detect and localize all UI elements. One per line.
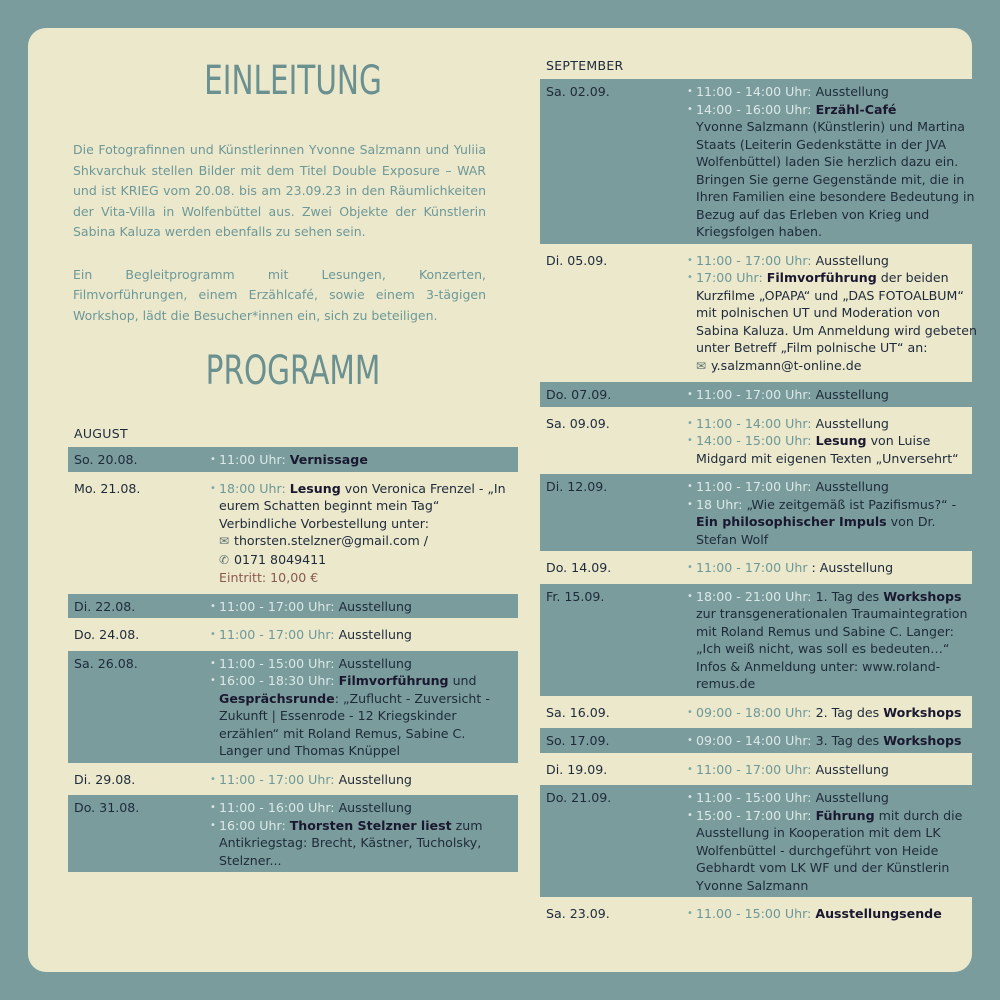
schedule-row [68, 651, 518, 763]
event-date: Sa. 26.08. [74, 655, 138, 671]
event-text: und [452, 673, 477, 688]
schedule-row [68, 476, 518, 590]
event-date: Do. 21.09. [546, 790, 612, 805]
schedule-row [540, 700, 990, 725]
right-column [540, 58, 990, 930]
event-title: Lesung [289, 480, 341, 496]
event-text: zur transgenerationalen Traumaintegration mit Roland Remus und Sabine C. Langer: „Ich weiß nicht, was soll es bedeuten…“ Infos & Anmeldung unter: www.roland-remus.de [696, 606, 968, 691]
month-label-september: SEPTEMBER [546, 58, 624, 73]
event-time: 11:00 - 17:00 Uhr: [219, 598, 335, 614]
event-title: Filmvorführung [766, 270, 877, 285]
envelope-icon: ✉ [696, 358, 707, 373]
left-column [68, 58, 518, 876]
event-text: Yvonne Salzmann (Künstlerin) und Martina Staats (Leiterin Gedenkstätte in der JVA Wolfenbüttel) laden Sie herzlich dazu ein. Bringen Sie gerne Gegenstände mit, die in Ihren Familien eine besondere Bedeutung in Bezug auf das Erleben von Krieg und Kriegsfolgen haben. [696, 119, 975, 239]
event-text: : „Zuflucht - Zuversicht - Zukunft | Essenrode - 12 Kriegskinder erzählen“ mit Roland Remus, Sabine C. Langer und Thomas Knüppel [219, 690, 490, 758]
intro-paragraph-1: Die Fotografinnen und Künstlerinnen Yvonne Salzmann und Yuliia Shkvarchuk stellen Bilder mit dem Titel Double Exposure – WAR und ist KRIEG vom 20.08. bis am 23.09.23 in den Räumlichkeiten der Vita-Villa in Wolfenbüttel aus. Zwei Objekte der Künstlerin Sabina Kaluza werden ebenfalls zu sehen sein. [73, 142, 486, 239]
schedule-row [540, 382, 990, 407]
schedule-row [540, 728, 990, 753]
event-time: 09:00 - 18:00 Uhr: [696, 704, 812, 720]
event-title: Filmvorführung [338, 673, 449, 688]
event-text: 1. Tag des [815, 588, 880, 604]
schedule-row [68, 594, 518, 619]
event-date: Di. 29.08. [74, 771, 136, 787]
event-text: Ausstellung [815, 479, 889, 494]
schedule-row [68, 767, 518, 792]
event-time: 14:00 - 15:00 Uhr: [696, 433, 812, 448]
envelope-icon: ✉ [219, 534, 230, 548]
event-time: 11:00 - 14:00 Uhr: [696, 415, 812, 431]
email-link[interactable]: y.salzmann@t-online.de [711, 357, 862, 373]
event-time: 11:00 - 17:00 Uhr: [219, 627, 335, 642]
event-text: Ausstellung [815, 84, 889, 99]
schedule-row [540, 79, 990, 244]
event-time: 11:00 - 17:00 Uhr: [696, 761, 812, 777]
program-title: PROGRAMM [205, 348, 381, 394]
entry-fee: Eintritt: 10,00 € [219, 570, 319, 585]
event-date: Sa. 02.09. [546, 84, 610, 99]
event-time: 11:00 - 17:00 Uhr: [219, 771, 335, 787]
event-time: 18 Uhr: [696, 496, 743, 512]
event-text: „Wie zeitgemäß ist Pazifismus?“ - [746, 496, 957, 512]
schedule-row [540, 584, 990, 696]
event-text: 3. Tag des [815, 733, 880, 748]
event-text: zum Antikriegstag: Brecht, Kästner, Tucholsky, Stelzner... [219, 817, 483, 868]
event-date: Di. 12.09. [546, 479, 608, 494]
schedule-row [540, 757, 990, 782]
intro-title: EINLEITUNG [204, 58, 382, 104]
schedule-row [540, 248, 990, 379]
event-text: der beiden Kurzfilme „OPAPA“ und „DAS FOTOALBUM“ mit polnischen UT und Moderation von Sabina Kaluza. Um Anmeldung wird gebeten unter Betreff „Film polnische UT“ an: [696, 270, 977, 355]
event-time: 11:00 - 14:00 Uhr: [696, 84, 812, 99]
event-date: Di. 05.09. [546, 252, 608, 268]
phone-number[interactable]: 0171 8049411 [234, 551, 327, 567]
event-time: 11:00 - 15:00 Uhr: [696, 790, 812, 805]
schedule-row [68, 447, 518, 472]
event-text: von Veronica Frenzel - „In eurem Schatten beginnt mein Tag“ Verbindliche Vorbestellung unter: [219, 480, 506, 531]
event-text: Ausstellung [815, 761, 889, 777]
event-date: Mo. 21.08. [74, 480, 141, 496]
event-title: Ein philosophischer Impuls [696, 514, 887, 529]
event-time: 11:00 - 17:00 Uhr [696, 560, 808, 575]
event-time: 18:00 - 21:00 Uhr: [696, 588, 812, 604]
event-time: 14:00 - 16:00 Uhr: [696, 101, 812, 117]
event-date: Di. 22.08. [74, 598, 136, 614]
event-date: Di. 19.09. [546, 761, 608, 777]
event-text: Ausstellung [338, 771, 412, 787]
event-time: 11.00 - 15:00 Uhr: [696, 906, 812, 921]
event-time: 16:00 - 18:30 Uhr: [219, 673, 335, 688]
schedule-row [540, 474, 990, 551]
event-date: Do. 14.09. [546, 560, 612, 575]
event-time: 11:00 - 15:00 Uhr: [219, 655, 335, 671]
event-date: Do. 07.09. [546, 387, 612, 402]
phone-icon: ✆ [219, 552, 230, 567]
event-date: Do. 24.08. [74, 627, 140, 642]
event-title: Gesprächsrunde [219, 690, 335, 706]
event-text: Ausstellung [815, 415, 889, 431]
event-date: So. 20.08. [74, 452, 138, 467]
intro-text [68, 140, 518, 326]
event-text: Ausstellung [815, 387, 889, 402]
event-time: 11:00 - 17:00 Uhr: [696, 252, 812, 268]
event-title: Workshops [883, 704, 962, 720]
event-text: Ausstellung [338, 800, 412, 815]
event-time: 16:00 Uhr: [219, 817, 286, 833]
schedule-row [540, 785, 990, 897]
event-title: Workshops [883, 733, 962, 748]
event-date: Sa. 09.09. [546, 415, 610, 431]
event-time: 15:00 - 17:00 Uhr: [696, 807, 812, 823]
event-time: 11:00 Uhr: [219, 452, 286, 467]
program-card [28, 28, 977, 972]
schedule-row [540, 555, 990, 580]
september-schedule [540, 79, 990, 926]
event-time: 17:00 Uhr: [696, 270, 763, 285]
event-date: Do. 31.08. [74, 800, 140, 815]
event-date: Sa. 16.09. [546, 704, 610, 720]
event-title: Workshops [883, 588, 962, 604]
schedule-row [68, 795, 518, 872]
event-time: 11:00 - 17:00 Uhr: [696, 387, 812, 402]
event-title: Führung [815, 807, 875, 823]
event-title: Thorsten Stelzner liest [289, 817, 452, 833]
event-text: Ausstellung [338, 655, 412, 671]
event-text: Ausstellung [815, 252, 889, 268]
event-text: von Luise Midgard mit eigenen Texten „Unversehrt“ [696, 433, 959, 466]
event-text: Ausstellung [815, 790, 889, 805]
event-time: 18:00 Uhr: [219, 480, 286, 496]
event-time: 11:00 - 16:00 Uhr: [219, 800, 335, 815]
month-label-august: AUGUST [74, 426, 128, 441]
schedule-row [540, 411, 990, 471]
event-text: : Ausstellung [811, 560, 894, 575]
event-title: Lesung [815, 433, 867, 448]
event-date: Sa. 23.09. [546, 906, 610, 921]
event-text: Ausstellung [338, 598, 412, 614]
event-time: 09:00 - 14:00 Uhr: [696, 733, 812, 748]
august-schedule [68, 447, 518, 872]
schedule-row [68, 622, 518, 647]
event-title: Erzähl-Café [815, 101, 897, 117]
event-text: 2. Tag des [815, 704, 880, 720]
event-date: Fr. 15.09. [546, 588, 605, 604]
intro-paragraph-2: Ein Begleitprogramm mit Lesungen, Konzerten, Filmvorführungen, einem Erzählcafé, sowie einem 3-tägigen Workshop, lädt die Besucher*innen ein, sich zu beteiligen. [73, 266, 486, 323]
event-text: von Dr. Stefan Wolf [696, 514, 936, 547]
event-text: Ausstellung [338, 627, 412, 642]
email-link[interactable]: thorsten.stelzner@gmail.com / [234, 533, 429, 548]
event-time: 11:00 - 17:00 Uhr: [696, 479, 812, 494]
event-title: Ausstellungsende [815, 906, 942, 921]
event-date: So. 17.09. [546, 733, 610, 748]
event-text: mit durch die Ausstellung in Kooperation mit dem LK Wolfenbüttel - durchgeführt von Heide Gebhardt vom LK WF und der Künstlerin Yvonne Salzmann [696, 807, 963, 893]
schedule-row [540, 901, 990, 926]
event-title: Vernissage [289, 452, 368, 467]
